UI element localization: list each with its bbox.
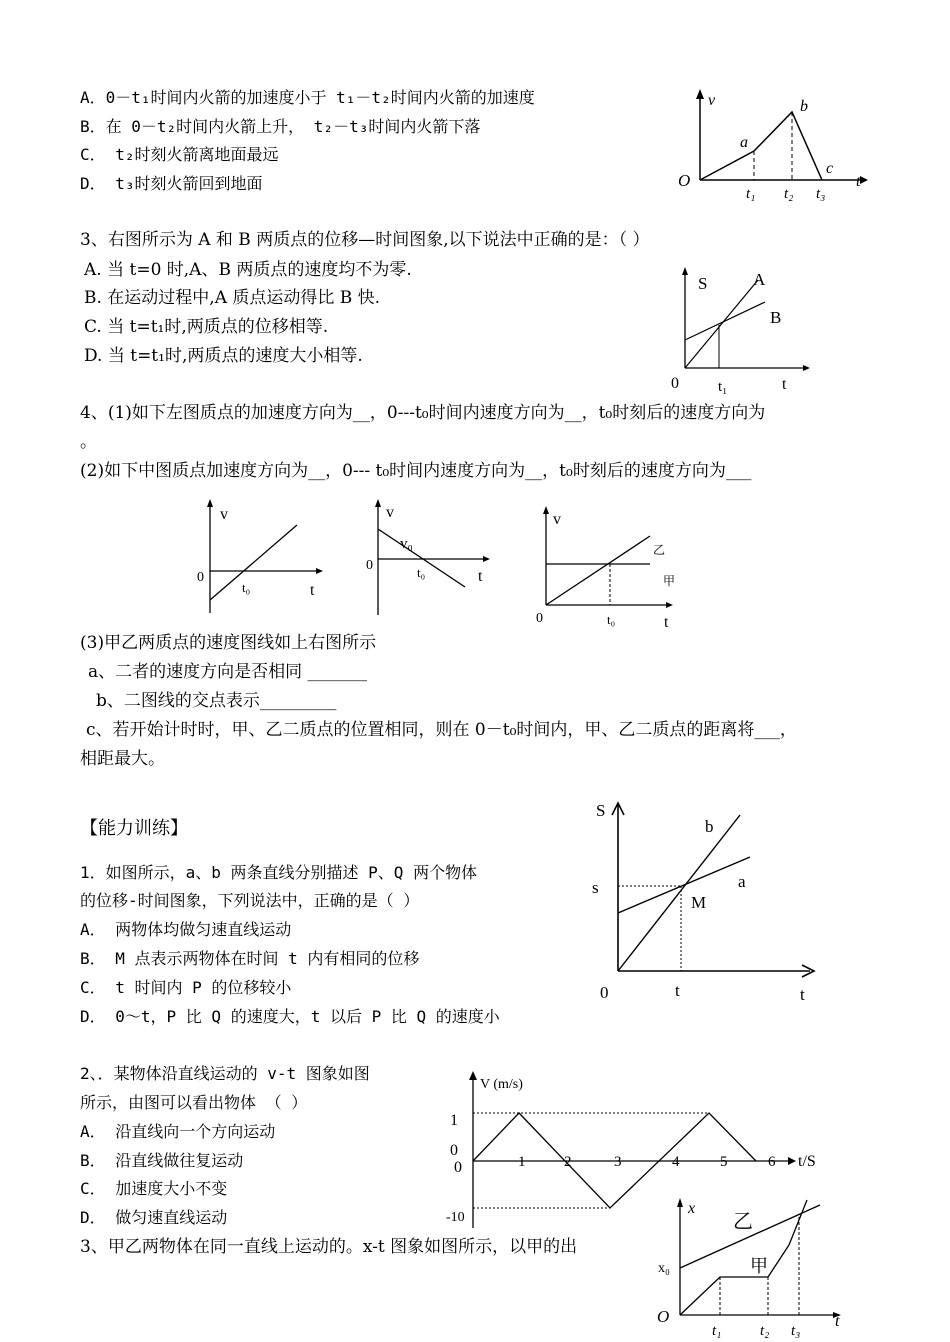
s-axis-label: S xyxy=(698,274,708,293)
origin-label: O xyxy=(678,171,691,190)
q4-sub-a: a、二者的速度方向是否相同 _______ xyxy=(88,662,368,682)
point-m-label: M xyxy=(691,893,707,912)
origin-label: 0 xyxy=(197,570,204,585)
x-tick-3: 3 xyxy=(614,1154,622,1170)
ability-q2-option-d: D． 做匀速直线运动 xyxy=(80,1208,228,1227)
st-graph-ab xyxy=(665,265,815,395)
option-a: A．0－t₁时间内火箭的加速度小于 t₁－t₂时间内火箭的加速度 xyxy=(80,88,535,107)
jia-label: 甲 xyxy=(663,574,676,588)
x-tick-4: 4 xyxy=(672,1154,680,1170)
y-tick-0b: 0 xyxy=(454,1159,462,1176)
v-axis-title: V (m/s) xyxy=(480,1077,523,1092)
q3-option-a: A. 当 t=0 时,A、B 两质点的速度均不为零. xyxy=(84,260,412,280)
q3-option-c: C. 当 t=t₁时,两质点的位移相等. xyxy=(84,317,329,337)
yi-label: 乙 xyxy=(733,1211,753,1233)
x0-label: x₀ xyxy=(658,1261,670,1276)
ability-q1-option-a: A． 两物体均做匀速直线运动 xyxy=(80,920,292,939)
ability-q3-stem: 3、甲乙两物体在同一直线上运动的。x-t 图象如图所示，以甲的出 xyxy=(80,1237,578,1257)
ability-q2-option-b: B． 沿直线做往复运动 xyxy=(80,1151,244,1170)
point-a-label: a xyxy=(740,134,748,151)
t3-label: t₃ xyxy=(791,1323,801,1339)
t2-label: t₂ xyxy=(784,186,794,202)
t0-label: t₀ xyxy=(417,565,426,580)
ability-q1-option-d: D． 0～t，P 比 Q 的速度大，t 以后 P 比 Q 的速度小 xyxy=(80,1007,500,1026)
t0-label: t₀ xyxy=(607,612,616,627)
v-axis-label: v xyxy=(708,92,716,109)
line-b-label: B xyxy=(770,308,782,327)
option-d: D． t₃时刻火箭回到地面 xyxy=(80,174,263,193)
vt-graph-middle xyxy=(360,495,500,620)
t3-label: t₃ xyxy=(816,186,826,202)
ability-q2-stem1: 2、．某物体沿直线运动的 v-t 图象如图 xyxy=(80,1064,370,1083)
x-tick-1: 1 xyxy=(518,1154,526,1170)
option-c: C． t₂时刻火箭离地面最远 xyxy=(80,145,279,164)
x-tick-6: 6 xyxy=(768,1154,776,1170)
q4-sub-b: b、二图线的交点表示_________ xyxy=(96,691,337,711)
q4-line2: (2)如下中图质点加速度方向为__，0--- t₀时间内速度方向为__，t₀时刻后的速度方向为___ xyxy=(80,461,752,481)
ability-q1-stem1: 1．如图所示，a、b 两条直线分别描述 P、Q 两个物体 xyxy=(80,863,478,882)
ability-heading: 【能力训练】 xyxy=(80,818,188,839)
line-a-label: A xyxy=(753,270,766,289)
t-axis-label: t xyxy=(664,614,669,631)
t1-label: t₁ xyxy=(746,186,756,202)
y-tick-0a: 0 xyxy=(450,1142,458,1159)
q4-line3: (3)甲乙两质点的速度图线如上右图所示 xyxy=(80,633,377,653)
t-axis-label: t xyxy=(800,985,805,1004)
point-b-label: b xyxy=(800,98,808,115)
q4-sub-c: c、若开始计时时，甲、乙二质点的位置相同，则在 0－t₀时间内，甲、乙二质点的距离将___， xyxy=(86,720,797,740)
ability-q2-option-a: A． 沿直线向一个方向运动 xyxy=(80,1122,276,1141)
rocket-vt-graph xyxy=(670,85,870,210)
vt-graph-left xyxy=(190,495,330,620)
option-b: B．在 0－t₂时间内火箭上升， t₂－t₃时间内火箭下落 xyxy=(80,117,481,136)
st-graph-pq xyxy=(585,795,825,1010)
t-mark-label: t xyxy=(675,981,680,1000)
v0-label: v₀ xyxy=(400,536,413,552)
t0-label: t₀ xyxy=(242,580,251,595)
origin-label: 0 xyxy=(600,983,609,1002)
y-tick-neg: -10 xyxy=(446,1210,465,1225)
xt-graph-jia-yi xyxy=(655,1195,850,1342)
ability-q2-option-c: C． 加速度大小不变 xyxy=(80,1179,228,1198)
v-axis-label: v xyxy=(220,506,228,523)
line-a-label: a xyxy=(738,872,746,891)
ability-q1-stem2: 的位移-时间图象，下列说法中，正确的是（ ） xyxy=(80,891,420,910)
line-b-label: b xyxy=(705,817,714,836)
t1-label: t₁ xyxy=(712,1323,722,1339)
q4-line1: 4、(1)如下左图质点的加速度方向为__，0---t₀时间内速度方向为__，t₀时刻后的速度方向为 xyxy=(80,403,766,423)
y-tick-1: 1 xyxy=(450,1112,458,1129)
v-axis-label: v xyxy=(386,504,394,521)
yi-label: 乙 xyxy=(653,543,666,557)
origin-label: 0 xyxy=(671,375,679,392)
q3-option-b: B. 在运动过程中,A 质点运动得比 B 快. xyxy=(84,288,381,308)
ability-q1-option-c: C． t 时间内 P 的位移较小 xyxy=(80,978,292,997)
t-axis-label: t xyxy=(856,173,861,190)
t2-label: t₂ xyxy=(760,1323,770,1339)
x-tick-2: 2 xyxy=(564,1154,572,1170)
t1-label: t₁ xyxy=(718,379,728,395)
q3-option-d: D. 当 t=t₁时,两质点的速度大小相等. xyxy=(84,346,363,366)
jia-label: 甲 xyxy=(750,1256,768,1276)
ability-q1-option-b: B． M 点表示两物体在时间 t 内有相同的位移 xyxy=(80,949,420,968)
s-axis-label: S xyxy=(596,801,606,820)
origin-label: 0 xyxy=(536,611,543,626)
v-axis-label: v xyxy=(553,511,561,528)
q4-sub-c-cont: 相距最大。 xyxy=(80,749,165,769)
q4-line1-end: 。 xyxy=(80,432,97,452)
t-axis-label: t xyxy=(310,582,315,599)
x-tick-5: 5 xyxy=(720,1154,728,1170)
t-axis-label: t xyxy=(835,1313,840,1330)
point-c-label: c xyxy=(826,160,834,177)
t-axis-label: t xyxy=(782,376,787,393)
origin-label: O xyxy=(657,1307,670,1326)
x-axis-label: x xyxy=(688,1200,696,1217)
t-axis-label: t xyxy=(478,568,483,585)
x-axis-label: t/S xyxy=(798,1153,816,1170)
s-value-label: s xyxy=(592,878,599,897)
q3-stem: 3、右图所示为 A 和 B 两质点的位移—时间图象,以下说法中正确的是：（ ） xyxy=(80,230,650,250)
origin-label: 0 xyxy=(366,558,373,573)
ability-q2-stem2: 所示，由图可以看出物体 （ ） xyxy=(80,1093,308,1112)
vt-graph-right xyxy=(530,500,690,630)
